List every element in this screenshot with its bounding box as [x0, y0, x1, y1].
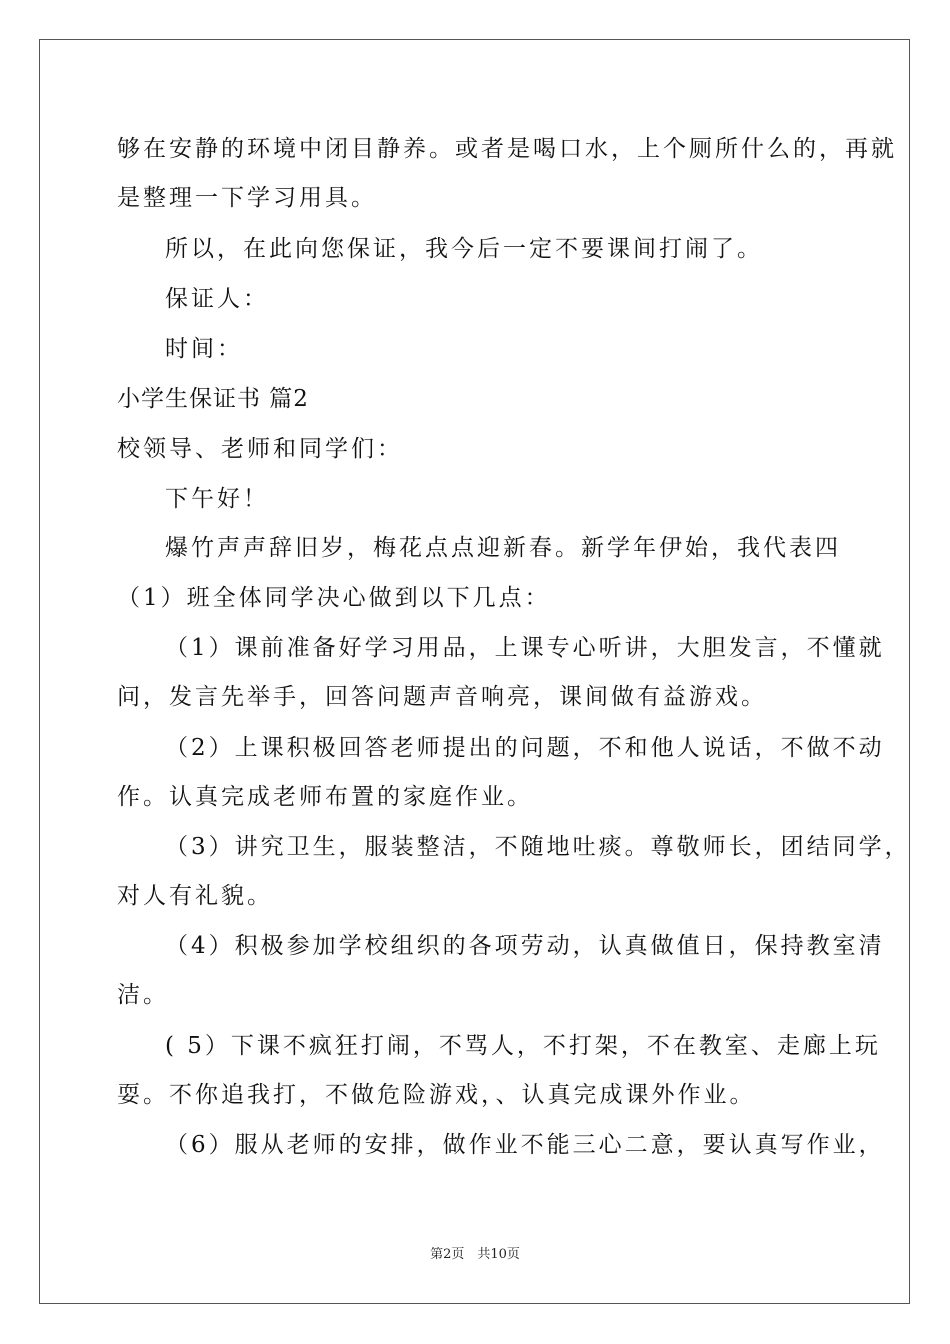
page-footer: 第2页 共10页: [430, 1247, 520, 1262]
body-text-line: 爆竹声声辞旧岁，梅花点点迎新春。新学年伊始，我代表四: [165, 535, 841, 561]
list-item-line: 作。认真完成老师布置的家庭作业。: [117, 784, 533, 810]
list-item-line: 对人有礼貌。: [117, 883, 273, 909]
list-item-line: （4）积极参加学校组织的各项劳动，认真做值日，保持教室清: [165, 933, 885, 959]
greeting: 下午好！: [165, 486, 269, 512]
salutation: 校领导、老师和同学们：: [117, 436, 403, 462]
list-item-line: （3）讲究卫生，服装整洁，不随地吐痰。尊敬师长，团结同学，: [165, 834, 911, 860]
date-label: 时间：: [165, 336, 243, 362]
page-border: [39, 39, 910, 1304]
list-item-line: 问，发言先举手，回答问题声音响亮，课间做有益游戏。: [117, 684, 767, 710]
body-text-line: 所以，在此向您保证，我今后一定不要课间打闹了。: [165, 236, 763, 262]
list-item-line: 耍。不你追我打，不做危险游戏，、认真完成课外作业。: [117, 1082, 756, 1108]
list-item-line: 洁。: [117, 982, 169, 1008]
list-item-line: （2）上课积极回答老师提出的问题，不和他人说话，不做不动: [165, 735, 885, 761]
body-text-line: 是整理一下学习用具。: [117, 185, 377, 211]
guarantor-label: 保证人：: [165, 286, 269, 312]
list-item-line: （1）课前准备好学习用品，上课专心听讲，大胆发言，不懂就: [165, 635, 885, 661]
section-heading: 小学生保证书 篇2: [117, 386, 309, 412]
list-item-line: ( 5）下课不疯狂打闹，不骂人，不打架，不在教室、走廊上玩: [165, 1033, 881, 1059]
body-text-line: 够在安静的环境中闭目静养。或者是喝口水，上个厕所什么的，再就: [117, 136, 897, 162]
list-item-line: （6）服从老师的安排，做作业不能三心二意，要认真写作业，: [165, 1132, 885, 1158]
body-text-line: （1）班全体同学决心做到以下几点：: [117, 585, 551, 611]
